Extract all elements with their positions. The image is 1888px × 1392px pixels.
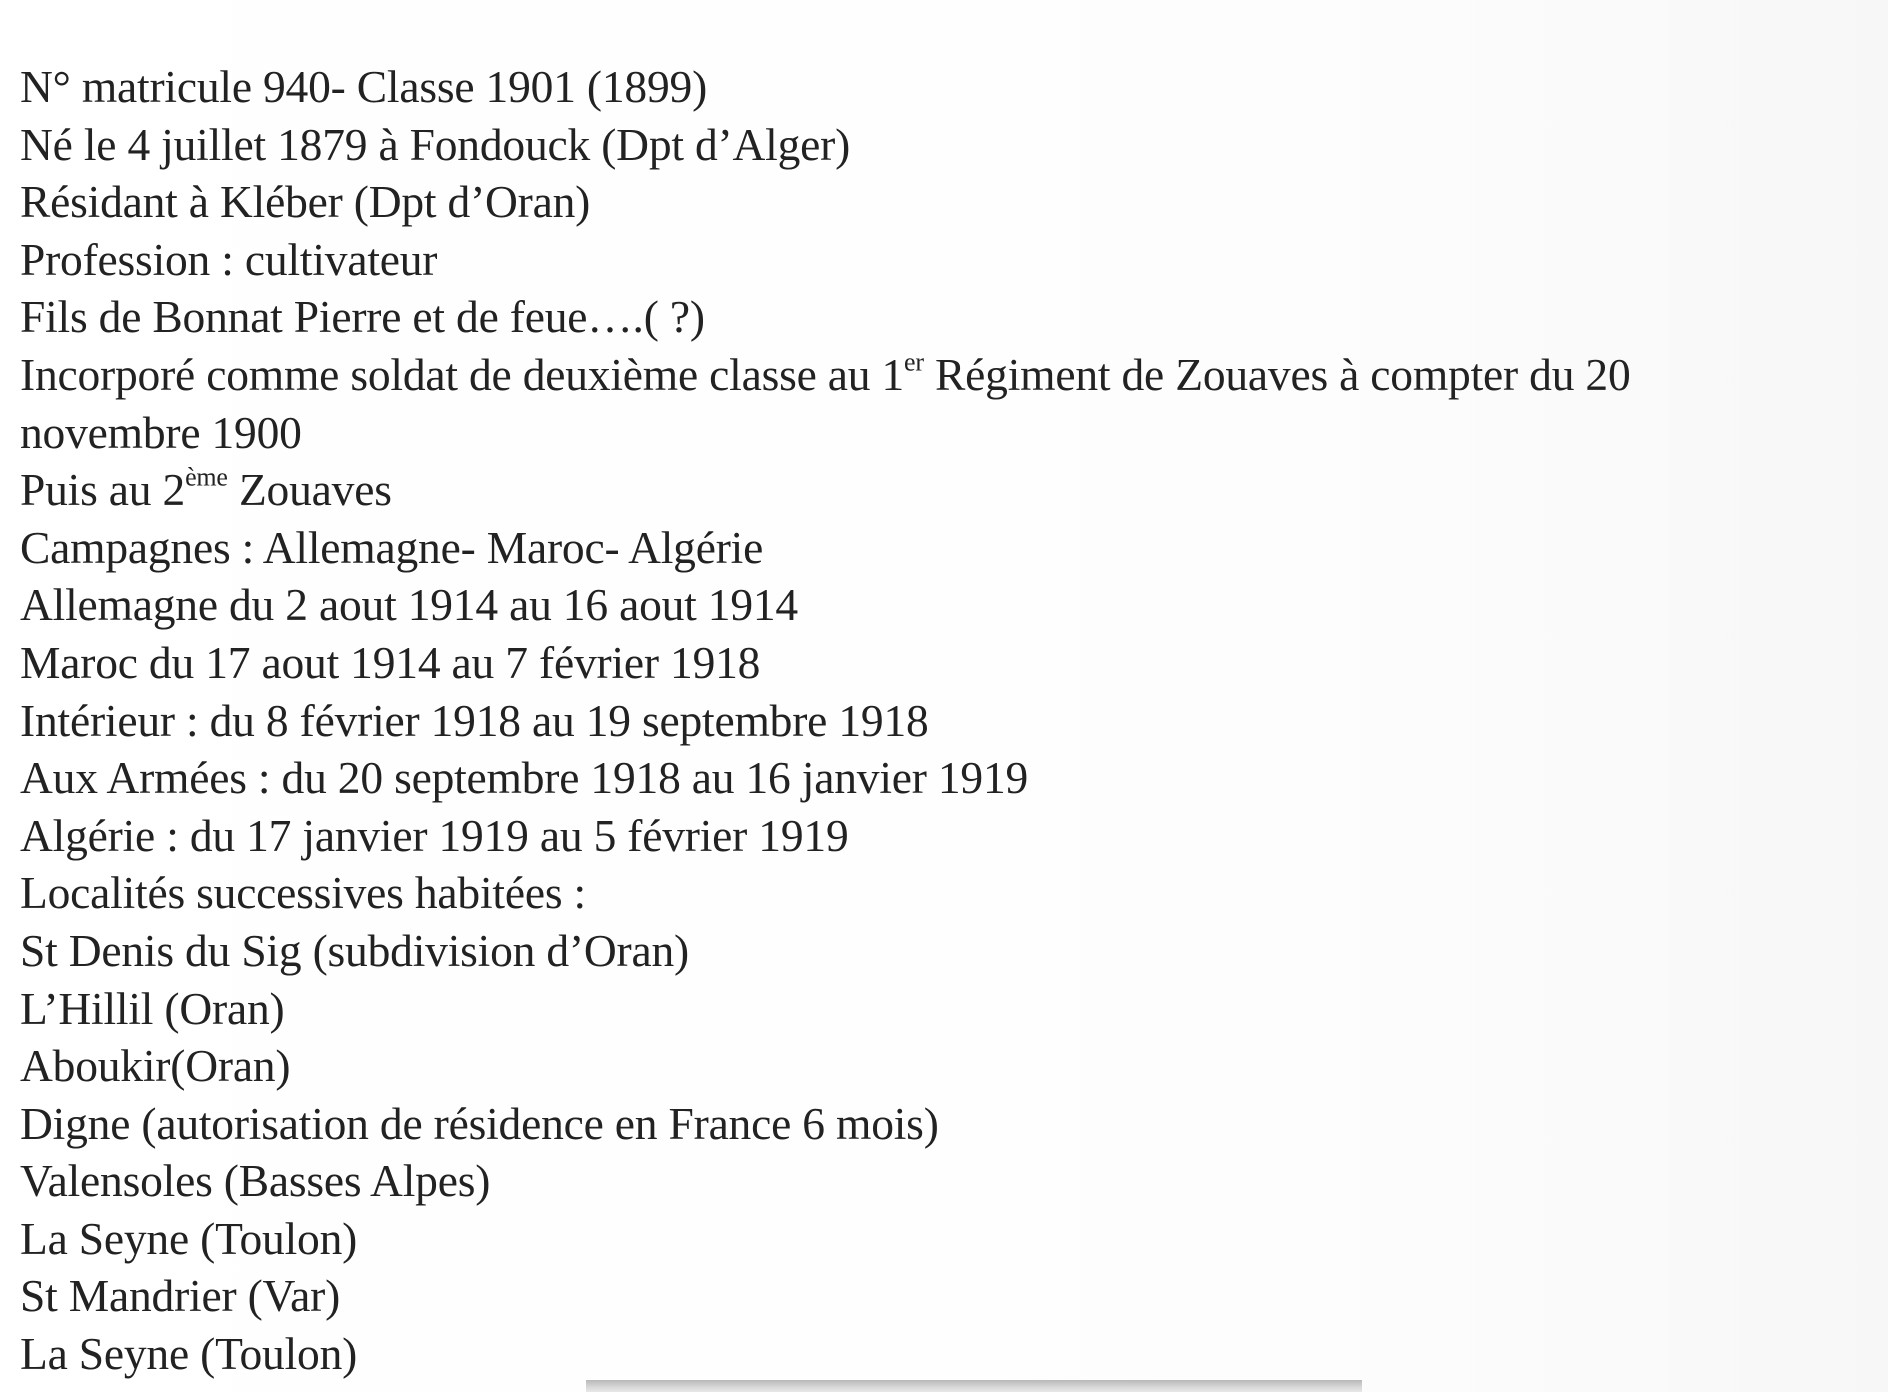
text-line: Maroc du 17 aout 1914 au 7 février 1918 — [20, 636, 761, 688]
text-line: La Seyne (Toulon) — [20, 1212, 358, 1264]
text-line: Profession : cultivateur — [20, 233, 438, 285]
text-line: Résidant à Kléber (Dpt d’Oran) — [20, 176, 591, 228]
text-line: Valensoles (Basses Alpes) — [20, 1155, 491, 1207]
superscript: er — [904, 347, 924, 377]
text-line: Aux Armées : du 20 septembre 1918 au 16 janvier 1919 — [20, 752, 1029, 804]
text-line: Digne (autorisation de résidence en France 6 mois) — [20, 1097, 939, 1149]
text-line: Campagnes : Allemagne- Maroc- Algérie — [20, 521, 764, 573]
text-line: Allemagne du 2 aout 1914 au 16 aout 1914 — [20, 579, 798, 631]
text-line: Aboukir(Oran) — [20, 1040, 291, 1092]
text-line: Localités successives habitées : — [20, 867, 586, 919]
document-text — [20, 58, 1870, 1383]
text-line: L’Hillil (Oran) — [20, 982, 285, 1034]
text-line: N° matricule 940- Classe 1901 (1899) — [20, 61, 708, 112]
text-line: St Denis du Sig (subdivision d’Oran) — [20, 924, 689, 976]
text-line: Né le 4 juillet 1879 à Fondouck (Dpt d’Alger) — [20, 118, 851, 170]
text-line: novembre 1900 — [20, 406, 302, 458]
text-line: Incorporé comme soldat de deuxième classe au 1er Régiment de Zouaves à compter du 20 — [20, 347, 1631, 400]
text-line: Intérieur : du 8 février 1918 au 19 septembre 1918 — [20, 694, 929, 746]
text-line: Puis au 2ème Zouaves — [20, 462, 392, 516]
text-line: Algérie : du 17 janvier 1919 au 5 février 1919 — [20, 809, 849, 861]
text-line: Fils de Bonnat Pierre et de feue….( ?) — [20, 291, 705, 343]
text-line: La Seyne (Toulon) — [20, 1328, 358, 1380]
text-line: St Mandrier (Var) — [20, 1270, 341, 1322]
photo-edge — [586, 1380, 1362, 1392]
superscript: ème — [185, 462, 228, 492]
